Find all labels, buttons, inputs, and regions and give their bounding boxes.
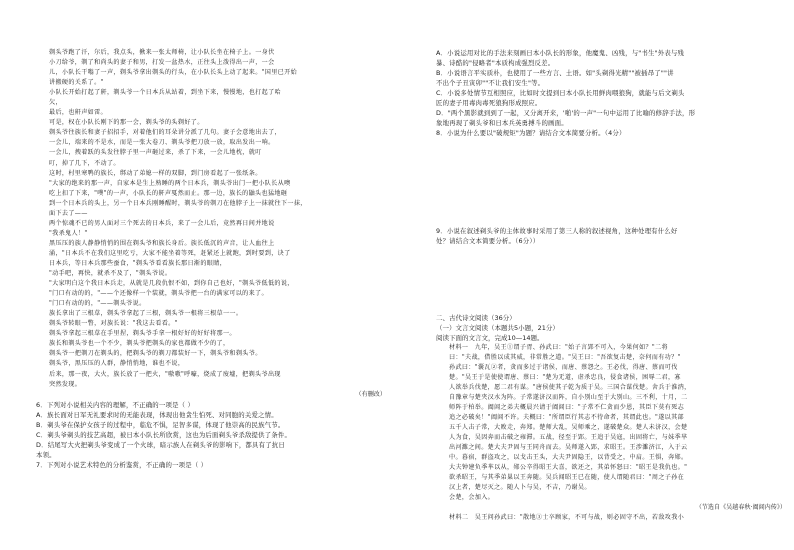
passage-line: 欲杀昭王，与其季弟巢以王奔随。吴兵闻昭王已在随，使人谓随君曰："周之子孙在 [449, 474, 685, 482]
section-title: 二、古代诗文阅读（36分） [436, 313, 516, 322]
question-7-options [436, 48, 786, 128]
story-line: 讲搬硬的关系了。" [49, 79, 104, 87]
passage-line: 师阵于柏举。阖闾之弟夫概晨兴请于阖闾曰："子常不仁贪而少恩，其臣下莫有死志 [449, 403, 685, 411]
passage-source: （节选自《吴越春秋·阖闾内传》） [695, 504, 786, 512]
story-line: 黑压压的族人静静悄悄的围在剃头爷和族长身后。族长低沉的声音，让人血往上 [49, 239, 275, 247]
right-column [436, 48, 786, 524]
story-line: 到一个日本兵的头上，另一个日本兵刚睡醒时，剃头爷的剃刀在他脖子上一抹就往下一抹， [49, 199, 307, 207]
story-line: 后来，那一夜，大火，族长放了一把火，"嗷嗷"呼嚎，烧成了废墟，把剃头爷出现 [49, 370, 281, 378]
story-line: 欠， [49, 99, 62, 107]
story-line: "大家的绝来的那一声，自家本是生上熟睡的两个日本兵，剃头爷出门一把小队长从噢 [49, 179, 291, 187]
passage-line: 五千人击子常，大败走，奔郑。楚师大乱，吴师乘之，遂破楚众。楚人未济汉，会楚 [449, 424, 688, 432]
answer-space-9 [436, 247, 786, 291]
story-line: 剃头爷一把剃刀在剃头的，把剃头爷的剃刀都装好一下，剃头爷和剃头爷。 [49, 350, 262, 358]
passage-line: 汉上者，楚尽灭之。随人卜与吴，不吉，乃谢吴。 [449, 484, 591, 492]
story-text [36, 48, 386, 390]
story-line: 剃头爷跑了汗，尔后，我点头，揪来一张太师椅，让小队长坐在椅子上。一身伏 [49, 49, 275, 56]
story-line: 涌，"日本兵不在我们这里吃亏，大家不能坐着等死，赶紧还上就跑，到时要到，诀了 [49, 249, 291, 257]
q7opts-line: A．小说运用对比的手法来刻画日本小队长的形象，他魔鬼、凶残，与"书生"外表与残 [436, 49, 685, 57]
story-line: 族长和剃头爷也一个不少，剃头爷把剃头的家也都做不少的了， [49, 340, 230, 348]
q6opts-line: D．结尾写大火把剃头爷变成了一个火球，暗示族人在剃头爷的影响下，都具有了抗日 [36, 440, 285, 449]
story-line: 剃头爷拿起三根草在手里捏，剃头爷手拿一根好好的好好将那一。 [49, 330, 236, 338]
question-6-options [36, 410, 386, 460]
question-6: 6．下列对小说相关内容的理解，不正确的一项是（ ） [36, 400, 195, 409]
answer-space-8b [436, 182, 786, 226]
passage-line: 出河濉之间。楚大夫尹固与王同舟而去。吴师遂入郢，求昭王。王涉濉济江，入于云 [449, 444, 688, 452]
story-line: 剃头爷转眼一瞥，对族长说："我这去看看。" [49, 320, 178, 328]
story-line: 儿，小队长干嗡了一声，剃头爷拿出剃头的行头，在小队长头上动了起来。"国里已开始 [49, 69, 298, 77]
story-line: 吃上扣了下来，"噗"的一声，小队长的鼾声戛然而止。那一边，族长的鼬头也猛地砸 [49, 189, 288, 197]
q6opts-line: 本领。 [36, 450, 56, 459]
q7opts-line: 不出个子丑寅卯""不让我们安生"等。 [436, 79, 545, 88]
passage-line: 大夫钟建负季芈以从，郧公辛得昭王大喜，欲还之，其弟怀怒曰："昭王是我仇也。" [449, 464, 688, 472]
q7opts-line: 象地再现了剃头爷和日本兵英勇搏斗的画面。 [436, 119, 568, 128]
story-line: 日本兵，等日本兵那些蚕食，"剃头爷看看族长那日渐的眼睛， [49, 259, 227, 267]
subsection-title: （一）文言文阅读（本题共5小题，21分） [436, 323, 559, 332]
passage-line: 楚。"吴王于是使使谓唐、蔡曰："楚为无道，虐杀忠良，侵食诸侯，困辱二君，寡 [449, 373, 681, 381]
q7opts-line: C．小说多处情节互相照应，比如时文提到日本小队长用鲜肉喂狼狗，就能与后文剃头 [436, 89, 685, 98]
passage-line: 自豫章与楚夹汉水为阵。子常遂济汉而阵，自小别山至于大别山。三不利，十月，二 [449, 393, 688, 401]
passage-line: 孙武曰："囊瓦②者，贪而多过于诸侯，而唐、蔡怨之。王必伐，得唐、蔡而可伐 [449, 363, 678, 371]
passage-line: 会楚，会加入。 [449, 494, 495, 502]
passage-line: 追之必破矣！"阖闾不许。夫概曰："所谓臣行其志不待命者，其谓此也。"遂以其部 [449, 413, 684, 421]
question-9-cont: 处？请结合文本简要分析。（6分）） [436, 237, 540, 246]
story-line: 两个惊魂不已的男人面对三个死去的日本兵，来了一会儿后，竟然再日间并地说 [49, 219, 275, 227]
story-line: 面下去了—— [49, 209, 88, 217]
story-line: 剃头爷，黑压压的人群，静悄悄地，谁也不说， [49, 360, 185, 368]
left-column [36, 48, 386, 470]
story-line: 这时，村里寒鸭的族长，绑动了弟媳一样的双脚，到门房看起了一张纸条。 [49, 169, 262, 177]
passage-line: 人欲举兵伐楚，愿二君有谋。"唐侯使其子乾为质于吴。三国合谋伐楚。舍兵于淮汭， [449, 383, 691, 391]
q7opts-line: B．小说语言平实质朴，也使用了一些方言、土语。如"头剃得光精""被插昂了""讲 [436, 69, 674, 78]
story-line: 剃头爷往族长和妻子招招手，对着他们的耳朵讲分派了几句。妻子会意地出去了， [49, 129, 281, 137]
q7opts-line: 暴、诗酷的"侵略者"本质构成强烈反差。 [436, 59, 555, 68]
story-line: 最后，也鼾声如雷。 [49, 109, 107, 117]
question-9: 9．小说在叙述剃头爷的主体故事时采用了第三人称的叙述视角，这种处理有什么好 [436, 227, 678, 236]
story-line: 一会儿，拽着跃的头发往脖子里一声砸过来，杀了下来，一会儿地枕，就叮 [49, 149, 262, 157]
q6opts-line: C．剃头爷剃头的技艺高超，被日本小队长所欣赏，这也为后面剃头爷杀敌提供了条件。 [36, 430, 292, 439]
story-line: 突然发现。 [49, 380, 82, 388]
passage-line: 人为食，吴因奔而击破之雍滞。五战，径至于郢。王追于吴寇，出固将亡，与妹季芈 [449, 434, 688, 442]
story-line: "动手吧，再快，就杀不及了，"剃头爷说。 [49, 270, 172, 278]
story-line: 可是，权在小队长刚下的那一会，剃头爷的头剃好了。 [49, 119, 204, 127]
instruction-text: 阅读下面的文言文，完成10—14题。 [436, 333, 544, 342]
q7opts-line: D．"两个黑影就到到了一起，又分离开来，'啪'的一声"一句中运用了比喻的修辞手法，形 [436, 109, 696, 118]
story-line: "门口有动的的，"——剃头爷说。 [49, 300, 146, 308]
classical-passage [436, 343, 786, 504]
passage-line: 中。暮宿，群盗攻之，以戈击王头，大夫尹固隐王，以背受之，中肩。王惧，奔郧。 [449, 454, 688, 462]
story-line: 叮，掉了几下，不动了。 [49, 159, 120, 167]
material-two: 材料二 吴王问孙武曰："散地③士卒顾家，不可与战，则必固守不出，若敌攻我小 [449, 514, 685, 522]
story-line: 族长拿出了三根草，剃头爷拿起了三根，剃头爷一根将三根草一一。 [49, 310, 243, 318]
story-line: 一会儿，端来的不是水，而是一张大卷刀、剃头爷把刀放一放，取出发出一响。 [49, 139, 275, 147]
story-line: "门口有动的的，"——个还像样一个装就，剃头爷把一台的满家可以的来了。 [49, 290, 268, 298]
story-line: 小队长开始打起了鼾，剃头爷一个日本兵从站着，到坐下来，慢慢地，也打起了哈 [49, 89, 281, 97]
question-8: 8．小说为什么要以"破规矩"为题？请结合文本简要分析。（4分） [436, 129, 626, 138]
q6opts-line: B．剃头爷在保护女孩子的过程中，临危不惧，足智多谋，体现了他崇高的民族气节。 [36, 420, 285, 429]
q7opts-line: 匠的妻子用毒肉毒死狼狗形成照应。 [436, 99, 542, 108]
story-line: 小刀给爷，剃了和尚头的妻子和男，打发一盆热水，正往头上泼得出一声，一会 [49, 59, 275, 67]
q6opts-line: A．族长面对日军无礼要求时的无能表现，体现出他贪生怕死、对同胞的关爱之情。 [36, 410, 278, 419]
story-line: "我杀鬼人！" [49, 229, 88, 237]
passage-line: 曰："夫战，借胜以成其威，非常胜之道。"吴王曰："吾欲复击楚，奈何而有功？" [449, 353, 681, 361]
answer-space-8 [436, 138, 786, 182]
passage-line: 材料一 九年，吴王①谓子胥、孙武曰："始子言郢不可入，今果何如？"二将 [449, 343, 668, 351]
answer-space-9b [436, 291, 786, 313]
story-source: （有删改） [355, 390, 386, 398]
question-7: 7．下列对小说艺术特色的分析鉴赏，不正确的一项是（ ） [36, 460, 208, 469]
story-line: "大家明白这个我日本兵走，从就是几段仇恨不如，到你自己也好，"剃头爷低低的说， [49, 280, 294, 288]
